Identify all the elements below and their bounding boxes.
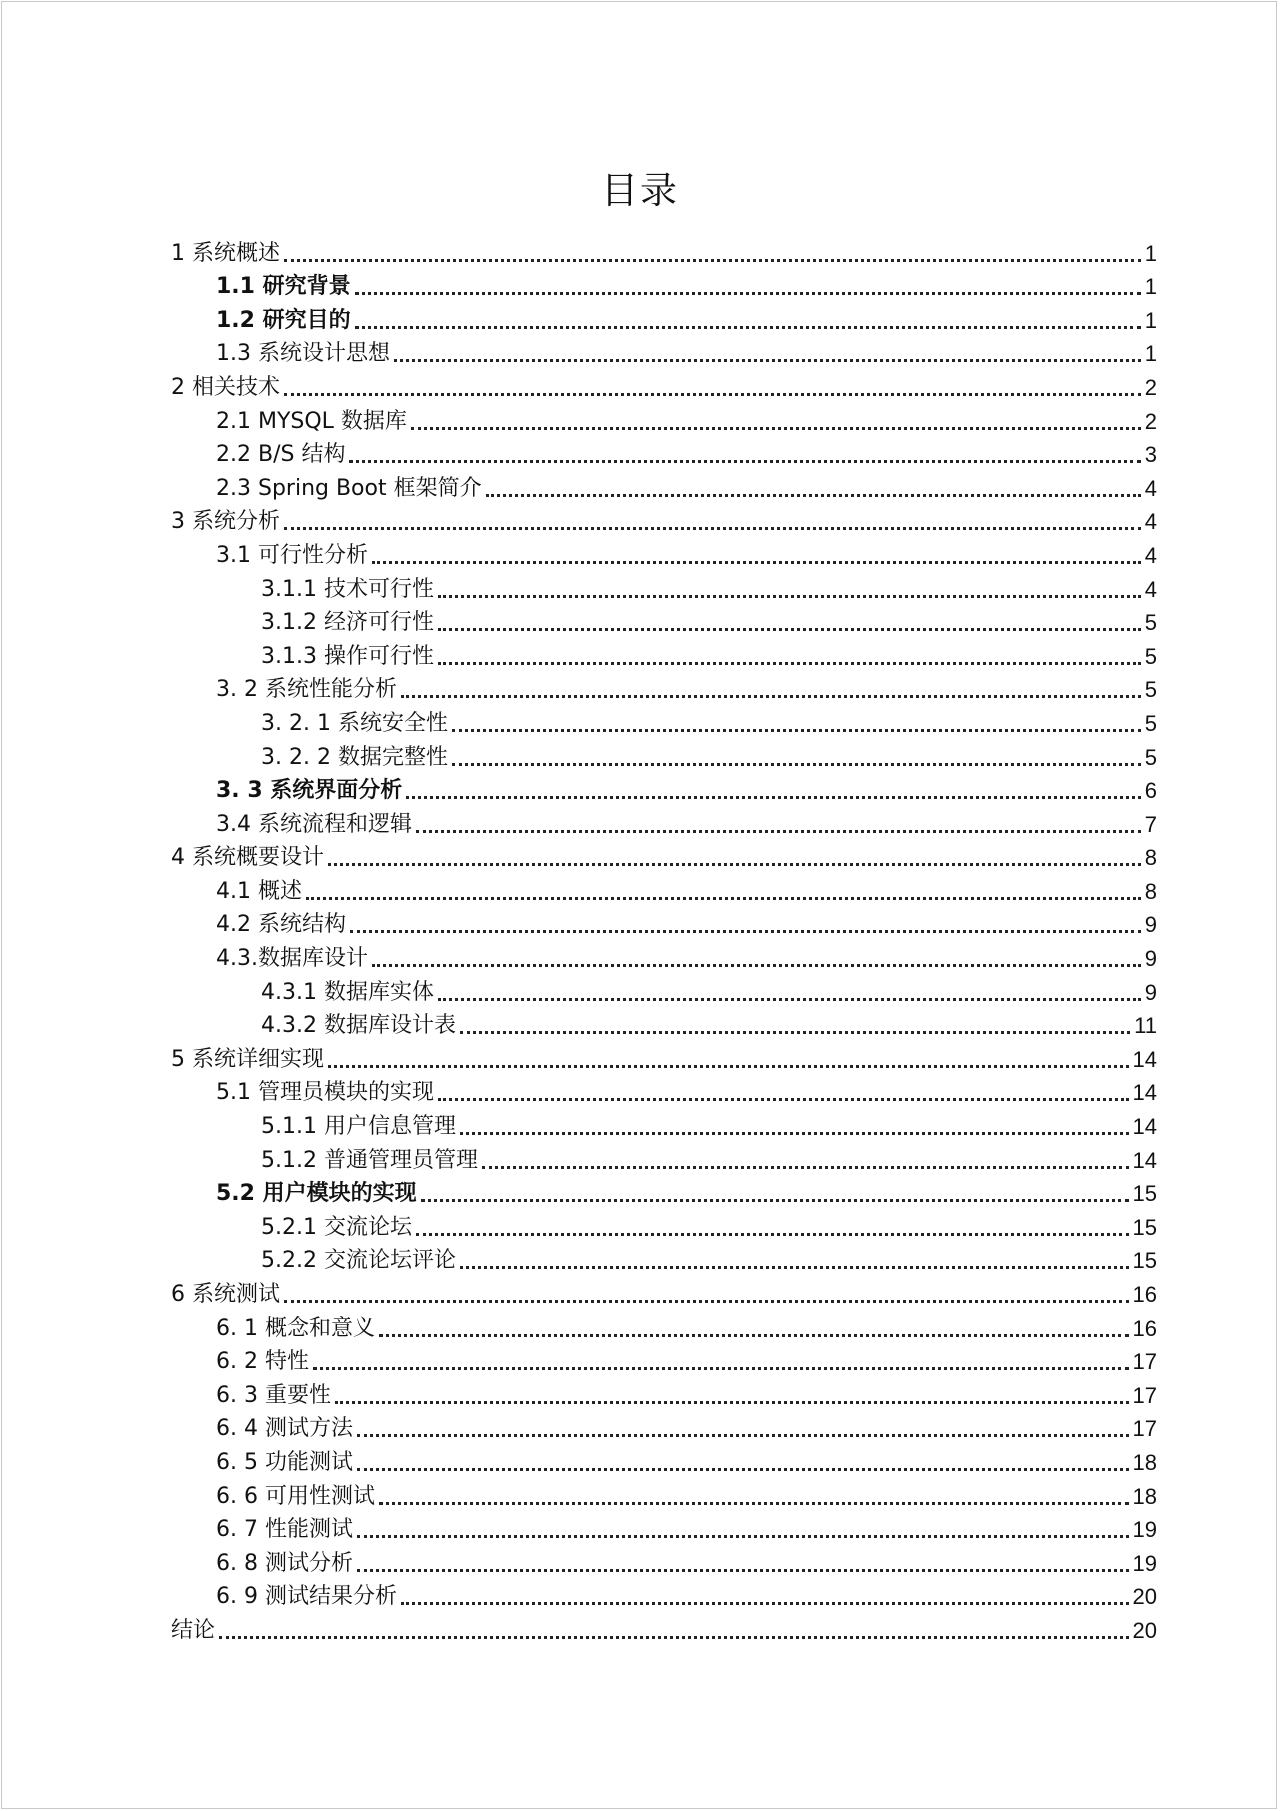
toc-entry[interactable] (171, 1074, 1157, 1108)
toc-entry[interactable] (171, 1611, 1157, 1645)
dot-leader (438, 595, 1141, 598)
toc-entry-page-number: 8 (1144, 845, 1157, 871)
dot-leader (379, 1334, 1129, 1337)
toc-entry[interactable] (171, 503, 1157, 537)
dot-leader (355, 292, 1141, 295)
toc-entry-label: 5 系统详细实现 (171, 1046, 324, 1072)
toc-entry-label: 4.2 系统结构 (216, 912, 346, 938)
toc-entry-label: 4.1 概述 (216, 878, 302, 904)
dot-leader (355, 326, 1141, 329)
toc-entry-label: 3.4 系统流程和逻辑 (216, 811, 412, 837)
dot-leader (335, 1401, 1129, 1404)
toc-entry-label: 6 系统测试 (171, 1282, 280, 1307)
toc-entry-label: 3.1.2 经济可行性 (261, 610, 434, 636)
toc-entry[interactable] (171, 1343, 1157, 1377)
toc-entry[interactable] (171, 1578, 1157, 1612)
dot-leader (328, 1065, 1129, 1068)
toc-entry-label: 1 系统概述 (171, 240, 280, 266)
dot-leader (394, 359, 1141, 362)
toc-entry-page-number: 5 (1144, 710, 1157, 736)
toc-entry-page-number: 6 (1144, 778, 1157, 804)
dot-leader (416, 830, 1141, 833)
toc-entry-page-number: 4 (1144, 509, 1157, 535)
toc-entry-page-number: 5 (1144, 643, 1157, 669)
toc-entry[interactable] (171, 469, 1157, 503)
toc-entry[interactable] (171, 268, 1157, 302)
toc-entry[interactable] (171, 536, 1157, 570)
toc-entry[interactable] (171, 805, 1157, 839)
toc-entry-label: 5.1 管理员模块的实现 (216, 1080, 434, 1106)
toc-entry-page-number: 18 (1132, 1449, 1157, 1475)
toc-entry-label: 5.2 用户模块的实现 (216, 1181, 417, 1207)
toc-entry[interactable] (171, 1107, 1157, 1141)
toc-entry-page-number: 8 (1144, 878, 1157, 904)
dot-leader (357, 1434, 1129, 1437)
dot-leader (313, 1367, 1129, 1370)
toc-entry[interactable] (171, 671, 1157, 705)
toc-entry-label: 3. 2 系统性能分析 (216, 677, 397, 703)
toc-entry-label: 6. 3 重要性 (216, 1382, 331, 1408)
toc-entry[interactable] (171, 1208, 1157, 1242)
toc-entry-label: 2.2 B/S 结构 (216, 442, 346, 468)
toc-entry[interactable] (171, 906, 1157, 940)
toc-entry[interactable] (171, 872, 1157, 906)
dot-leader (460, 1132, 1129, 1135)
toc-entry[interactable] (171, 1376, 1157, 1410)
toc-entry[interactable] (171, 1141, 1157, 1175)
toc-entry-label: 3. 3 系统界面分析 (216, 778, 403, 804)
toc-entry-label: 4.3.1 数据库实体 (261, 979, 434, 1005)
toc-entry[interactable] (171, 402, 1157, 436)
toc-entry-page-number: 19 (1132, 1517, 1157, 1543)
toc-entry-page-number: 9 (1144, 912, 1157, 938)
dot-leader (406, 796, 1140, 799)
toc-entry-label: 6. 8 测试分析 (216, 1550, 353, 1576)
toc-entry-page-number: 5 (1144, 610, 1157, 636)
toc-entry-page-number: 14 (1132, 1114, 1157, 1140)
toc-entry-page-number: 1 (1144, 240, 1157, 266)
dot-leader (306, 897, 1141, 900)
toc-entry[interactable] (171, 839, 1157, 873)
dot-leader (421, 1199, 1129, 1202)
toc-entry-label: 6. 5 功能测试 (216, 1449, 353, 1475)
toc-entry[interactable] (171, 570, 1157, 604)
toc-entry-label: 6. 6 可用性测试 (216, 1483, 375, 1509)
dot-leader (357, 1535, 1129, 1538)
toc-entry[interactable] (171, 704, 1157, 738)
toc-entry-label: 2.1 MYSQL 数据库 (216, 408, 407, 434)
toc-entry-page-number: 1 (1144, 274, 1157, 300)
toc-entry[interactable] (171, 1242, 1157, 1276)
toc-entry-page-number: 17 (1132, 1382, 1157, 1408)
toc-entry[interactable] (171, 301, 1157, 335)
toc-entry-label: 3. 2. 2 数据完整性 (261, 744, 448, 770)
toc-entry-page-number: 15 (1132, 1181, 1157, 1207)
toc-entry[interactable] (171, 1544, 1157, 1578)
dot-leader (349, 460, 1140, 463)
dot-leader (379, 1502, 1129, 1505)
toc-entry[interactable] (171, 738, 1157, 772)
dot-leader (372, 561, 1141, 564)
toc-entry-page-number: 15 (1132, 1214, 1157, 1240)
dot-leader (411, 427, 1141, 430)
toc-entry[interactable] (171, 368, 1157, 402)
dot-leader (460, 1031, 1130, 1034)
toc-entry-label: 3 系统分析 (171, 509, 280, 535)
toc-entry-label: 1.2 研究目的 (216, 307, 351, 333)
dot-leader (350, 930, 1141, 933)
toc-entry[interactable] (171, 1007, 1157, 1041)
toc-entry-label: 1.1 研究背景 (216, 274, 351, 300)
toc-entry[interactable] (171, 1175, 1157, 1209)
toc-entry[interactable] (171, 436, 1157, 470)
toc-entry-page-number: 9 (1144, 946, 1157, 972)
toc-entry[interactable] (171, 973, 1157, 1007)
toc-entry-label: 6. 2 特性 (216, 1349, 309, 1375)
toc-entry[interactable] (171, 939, 1157, 973)
dot-leader (438, 628, 1141, 631)
toc-entry-label: 1.3 系统设计思想 (216, 341, 390, 367)
toc-entry-page-number: 3 (1144, 442, 1157, 468)
toc-entry-label: 5.2.1 交流论坛 (261, 1214, 412, 1240)
toc-entry[interactable] (171, 1511, 1157, 1545)
toc-entry-label: 结论 (171, 1617, 216, 1643)
toc-entry-page-number: 4 (1144, 475, 1157, 501)
dot-leader (401, 695, 1141, 698)
toc-entry-page-number: 14 (1132, 1046, 1157, 1072)
toc-entry-label: 3.1.1 技术可行性 (261, 576, 434, 602)
toc-entry[interactable] (171, 772, 1157, 806)
toc-entry-page-number: 7 (1144, 811, 1157, 837)
toc-entry-label: 4.3.2 数据库设计表 (261, 1013, 456, 1039)
page-title: 目录 (601, 169, 679, 212)
toc-entry-label: 4.3.数据库设计 (216, 946, 368, 972)
toc-entry-page-number: 1 (1144, 341, 1157, 367)
dot-leader (438, 998, 1141, 1001)
dot-leader (357, 1569, 1129, 1572)
toc-entry-page-number: 14 (1132, 1080, 1157, 1106)
toc-entry-page-number: 5 (1144, 744, 1157, 770)
toc-entry-label: 6. 7 性能测试 (216, 1517, 353, 1543)
toc-entry-label: 5.1.1 用户信息管理 (261, 1114, 456, 1140)
toc-entry-page-number: 16 (1132, 1315, 1157, 1341)
dot-leader (284, 527, 1141, 530)
toc-entry[interactable] (171, 234, 1157, 268)
table-of-contents (171, 234, 1157, 1645)
toc-entry-label: 3.1.3 操作可行性 (261, 643, 434, 669)
toc-entry-page-number: 18 (1132, 1483, 1157, 1509)
toc-entry-label: 6. 4 测试方法 (216, 1416, 353, 1442)
toc-entry-label: 3. 2. 1 系统安全性 (261, 710, 448, 736)
toc-entry-page-number: 2 (1144, 374, 1157, 400)
toc-entry-page-number: 17 (1132, 1416, 1157, 1442)
dot-leader (452, 729, 1141, 732)
toc-entry-page-number: 17 (1132, 1349, 1157, 1375)
toc-entry[interactable] (171, 1275, 1157, 1309)
dot-leader (452, 763, 1141, 766)
toc-entry-page-number: 5 (1144, 677, 1157, 703)
dot-leader (328, 863, 1141, 866)
toc-entry[interactable] (171, 1443, 1157, 1477)
dot-leader (372, 964, 1141, 967)
dot-leader (482, 1166, 1129, 1169)
dot-leader (357, 1468, 1129, 1471)
toc-entry-label: 4 系统概要设计 (171, 845, 324, 871)
toc-entry[interactable] (171, 1410, 1157, 1444)
toc-entry-label: 2 相关技术 (171, 374, 280, 400)
toc-entry-label: 2.3 Spring Boot 框架简介 (216, 475, 482, 501)
dot-leader (438, 1098, 1129, 1101)
dot-leader (401, 1602, 1129, 1605)
dot-leader (284, 1300, 1129, 1303)
toc-entry-page-number: 9 (1144, 979, 1157, 1005)
toc-entry-label: 5.1.2 普通管理员管理 (261, 1147, 478, 1173)
toc-entry-label: 6. 1 概念和意义 (216, 1315, 375, 1341)
toc-entry-page-number: 4 (1144, 576, 1157, 602)
toc-entry[interactable] (171, 335, 1157, 369)
toc-entry-page-number: 1 (1144, 307, 1157, 333)
toc-entry-label: 5.2.2 交流论坛评论 (261, 1248, 456, 1274)
toc-entry-page-number: 2 (1144, 408, 1157, 434)
toc-entry[interactable] (171, 1477, 1157, 1511)
toc-entry[interactable] (171, 1040, 1157, 1074)
toc-entry-label: 3.1 可行性分析 (216, 542, 368, 568)
dot-leader (460, 1266, 1129, 1269)
toc-entry-page-number: 16 (1132, 1282, 1157, 1307)
toc-entry-page-number: 19 (1132, 1550, 1157, 1576)
dot-leader (284, 259, 1141, 262)
toc-entry[interactable] (171, 604, 1157, 638)
dot-leader (438, 662, 1141, 665)
dot-leader (284, 393, 1141, 396)
toc-entry-label: 6. 9 测试结果分析 (216, 1584, 397, 1610)
toc-entry[interactable] (171, 637, 1157, 671)
toc-entry-page-number: 14 (1132, 1147, 1157, 1173)
toc-entry-page-number: 11 (1134, 1013, 1157, 1039)
toc-entry-page-number: 4 (1144, 542, 1157, 568)
dot-leader (486, 494, 1141, 497)
toc-entry-page-number: 15 (1132, 1248, 1157, 1274)
dot-leader (219, 1636, 1129, 1639)
toc-entry-page-number: 20 (1132, 1617, 1157, 1643)
toc-entry[interactable] (171, 1309, 1157, 1343)
dot-leader (416, 1233, 1129, 1236)
toc-entry-page-number: 20 (1132, 1584, 1157, 1610)
